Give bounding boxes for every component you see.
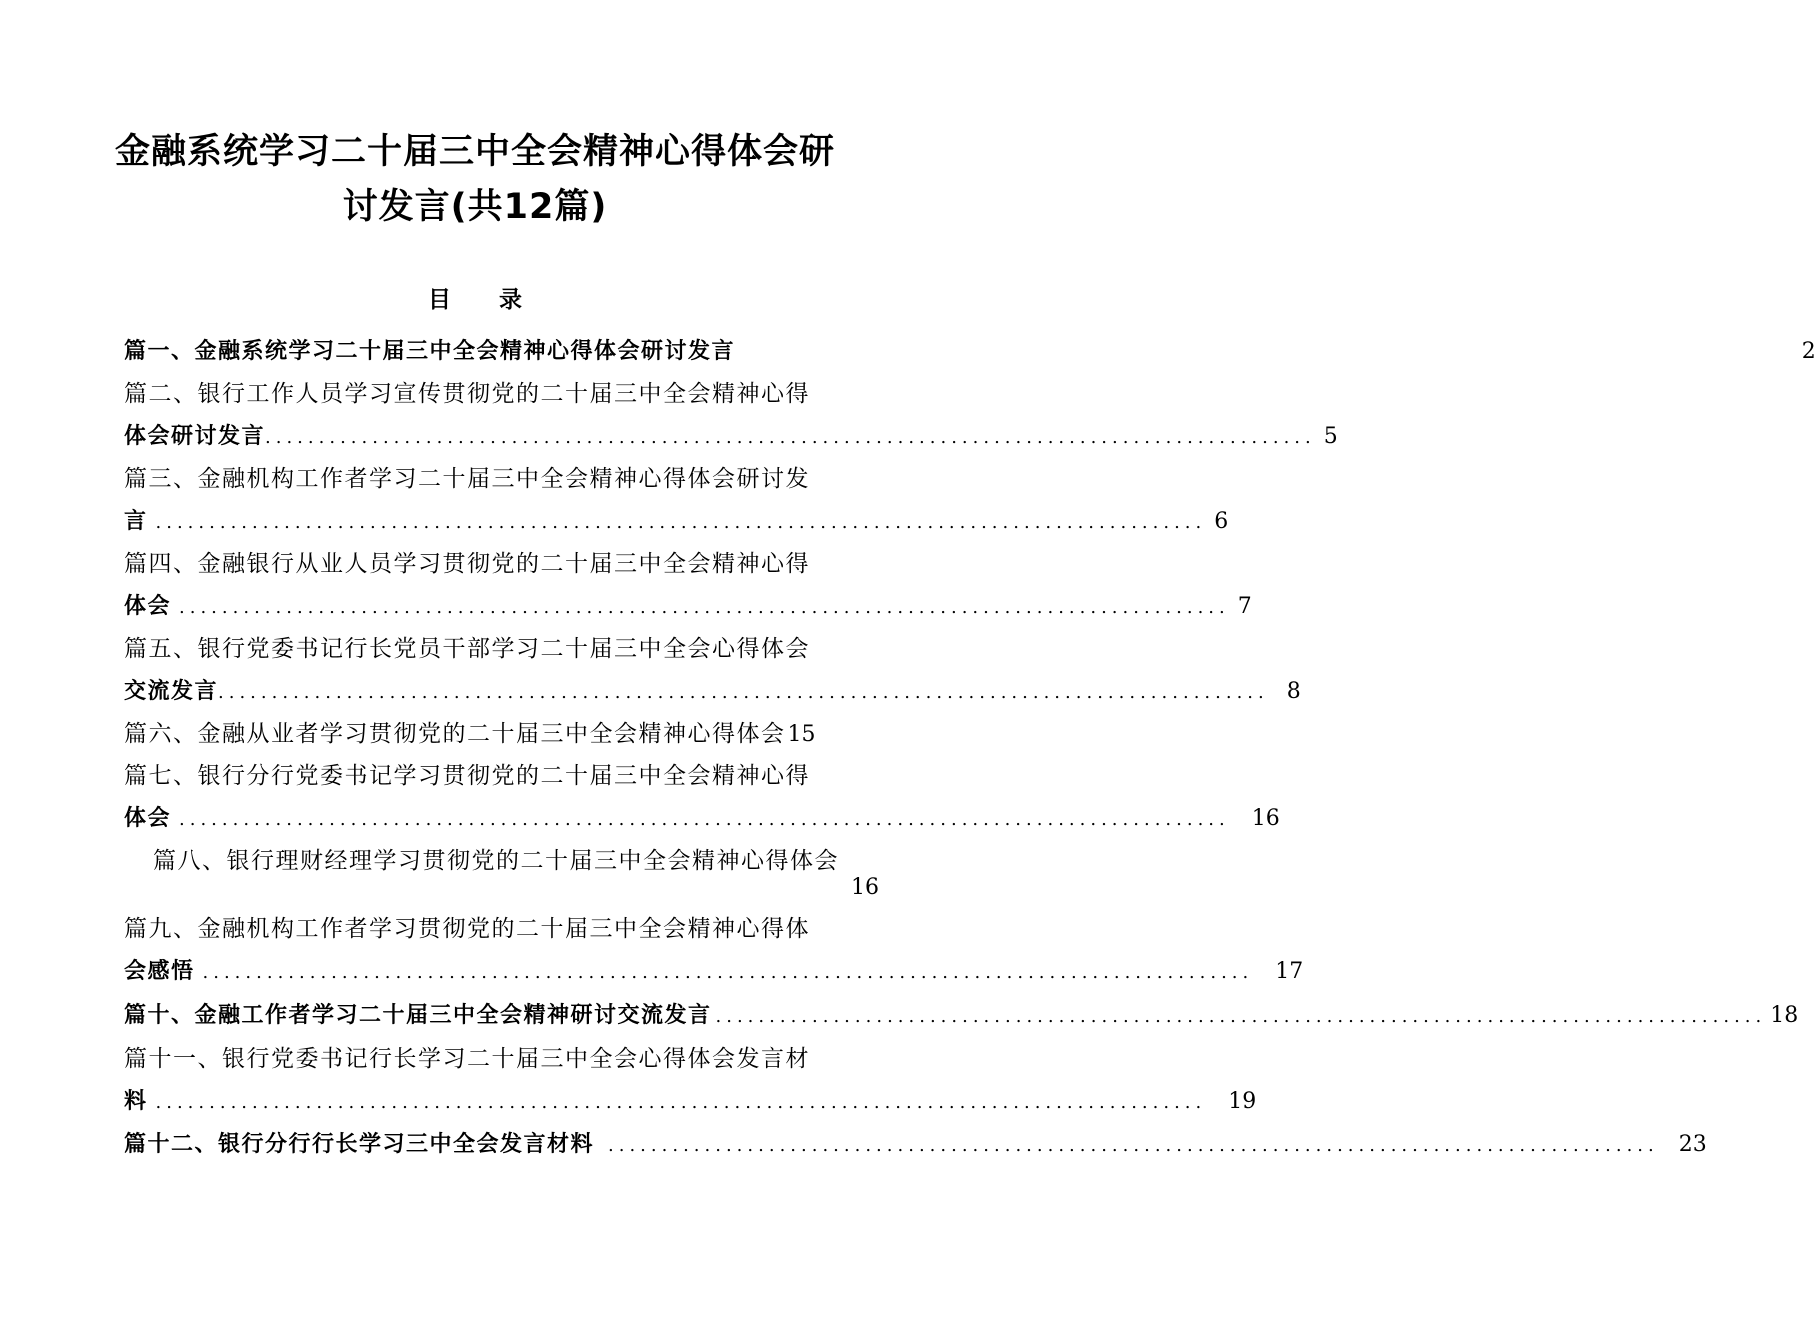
toc-entry-label: 篇十一、银行党委书记行长学习二十届三中全会心得体会发言材 xyxy=(124,1046,810,1072)
toc-entry-2[interactable] xyxy=(124,379,850,409)
toc-entry-6[interactable] xyxy=(124,719,860,749)
toc-page-number: 2 xyxy=(1801,339,1816,364)
toc-entry-label-cont: 交流发言 xyxy=(124,679,219,704)
toc-entry-8[interactable] xyxy=(153,846,883,876)
toc-entry-3[interactable] xyxy=(124,464,850,494)
toc-page-number: 15 xyxy=(787,722,816,747)
toc-heading: 目 录 xyxy=(427,287,542,313)
toc-leader: .................................................................................................. xyxy=(202,962,1254,983)
toc-entry-7[interactable] xyxy=(124,761,850,791)
toc-leader: .................................................................................................. xyxy=(265,427,1316,448)
toc-entry-label-cont: 体会 xyxy=(124,806,172,831)
toc-page-number: 8 xyxy=(1286,679,1301,704)
toc-page-number: 19 xyxy=(1228,1089,1257,1114)
toc-entry-label: 篇八、银行理财经理学习贯彻党的二十届三中全会精神心得体会 xyxy=(153,848,839,874)
toc-page-number: 17 xyxy=(1275,959,1304,984)
toc-leader: .................................................................................................. xyxy=(155,1092,1207,1113)
toc-entry-label: 篇三、金融机构工作者学习二十届三中全会精神心得体会研讨发 xyxy=(124,466,810,492)
toc-entry-label: 篇一、金融系统学习二十届三中全会精神心得体会研讨发言 xyxy=(124,339,736,364)
toc-entry-4[interactable] xyxy=(124,549,850,579)
toc-page-number: 16 xyxy=(1251,806,1280,831)
toc-page-number: 23 xyxy=(1678,1132,1707,1157)
toc-entry-1[interactable] xyxy=(124,337,1816,367)
toc-entry-12[interactable] xyxy=(124,1130,1707,1160)
toc-entry-label-cont: 体会 xyxy=(124,594,172,619)
toc-leader: .................................................................................................. xyxy=(715,1006,1767,1027)
toc-entry-3-cont[interactable] xyxy=(124,507,1229,537)
toc-entry-label-cont: 料 xyxy=(124,1089,148,1114)
toc-entry-7-cont[interactable] xyxy=(124,804,1280,834)
toc-leader: .................................................................................................. xyxy=(608,1135,1659,1156)
toc-entry-10[interactable] xyxy=(124,1001,1799,1031)
toc-page-number: 5 xyxy=(1323,424,1338,449)
toc-entry-label: 篇七、银行分行党委书记学习贯彻党的二十届三中全会精神心得 xyxy=(124,763,810,789)
toc-entry-label: 篇十二、银行分行行长学习三中全会发言材料 xyxy=(124,1132,595,1157)
toc-entry-label: 篇五、银行党委书记行长党员干部学习二十届三中全会心得体会 xyxy=(124,636,810,662)
toc-entry-label: 篇十、金融工作者学习二十届三中全会精神研讨交流发言 xyxy=(124,1003,712,1028)
toc-entry-11[interactable] xyxy=(124,1044,850,1074)
toc-entry-9[interactable] xyxy=(124,914,850,944)
toc-entry-label: 篇二、银行工作人员学习宣传贯彻党的二十届三中全会精神心得 xyxy=(124,381,810,407)
toc-entry-label: 篇四、金融银行从业人员学习贯彻党的二十届三中全会精神心得 xyxy=(124,551,810,577)
toc-page-number: 18 xyxy=(1770,1003,1799,1028)
toc-entry-9-cont[interactable] xyxy=(124,957,1304,987)
toc-entry-2-cont[interactable] xyxy=(124,422,1338,452)
toc-entry-label-cont: 会感悟 xyxy=(124,959,195,984)
toc-page-number: 7 xyxy=(1237,594,1252,619)
toc-entry-8-page-number: 16 xyxy=(851,875,879,900)
toc-entry-label-cont: 体会研讨发言 xyxy=(124,424,266,449)
toc-leader: .................................................................................................. xyxy=(179,809,1230,830)
toc-leader: .................................................................................................. xyxy=(179,597,1230,618)
document-title-line-2: 讨发言(共12篇) xyxy=(342,187,608,227)
toc-leader: .................................................................................................. xyxy=(218,682,1269,703)
toc-entry-5-cont[interactable] xyxy=(124,677,1301,707)
toc-entry-label-cont: 言 xyxy=(124,509,148,534)
toc-entry-11-cont[interactable] xyxy=(124,1087,1257,1117)
toc-entry-4-cont[interactable] xyxy=(124,592,1252,622)
document-title-line-1: 金融系统学习二十届三中全会精神心得体会研 xyxy=(114,132,835,172)
toc-entry-label: 篇九、金融机构工作者学习贯彻党的二十届三中全会精神心得体 xyxy=(124,916,810,942)
toc-entry-5[interactable] xyxy=(124,634,850,664)
toc-leader: .................................................................................................. xyxy=(155,512,1207,533)
toc-page-number: 6 xyxy=(1214,509,1229,534)
toc-entry-label: 篇六、金融从业者学习贯彻党的二十届三中全会精神心得体会 xyxy=(124,721,786,747)
